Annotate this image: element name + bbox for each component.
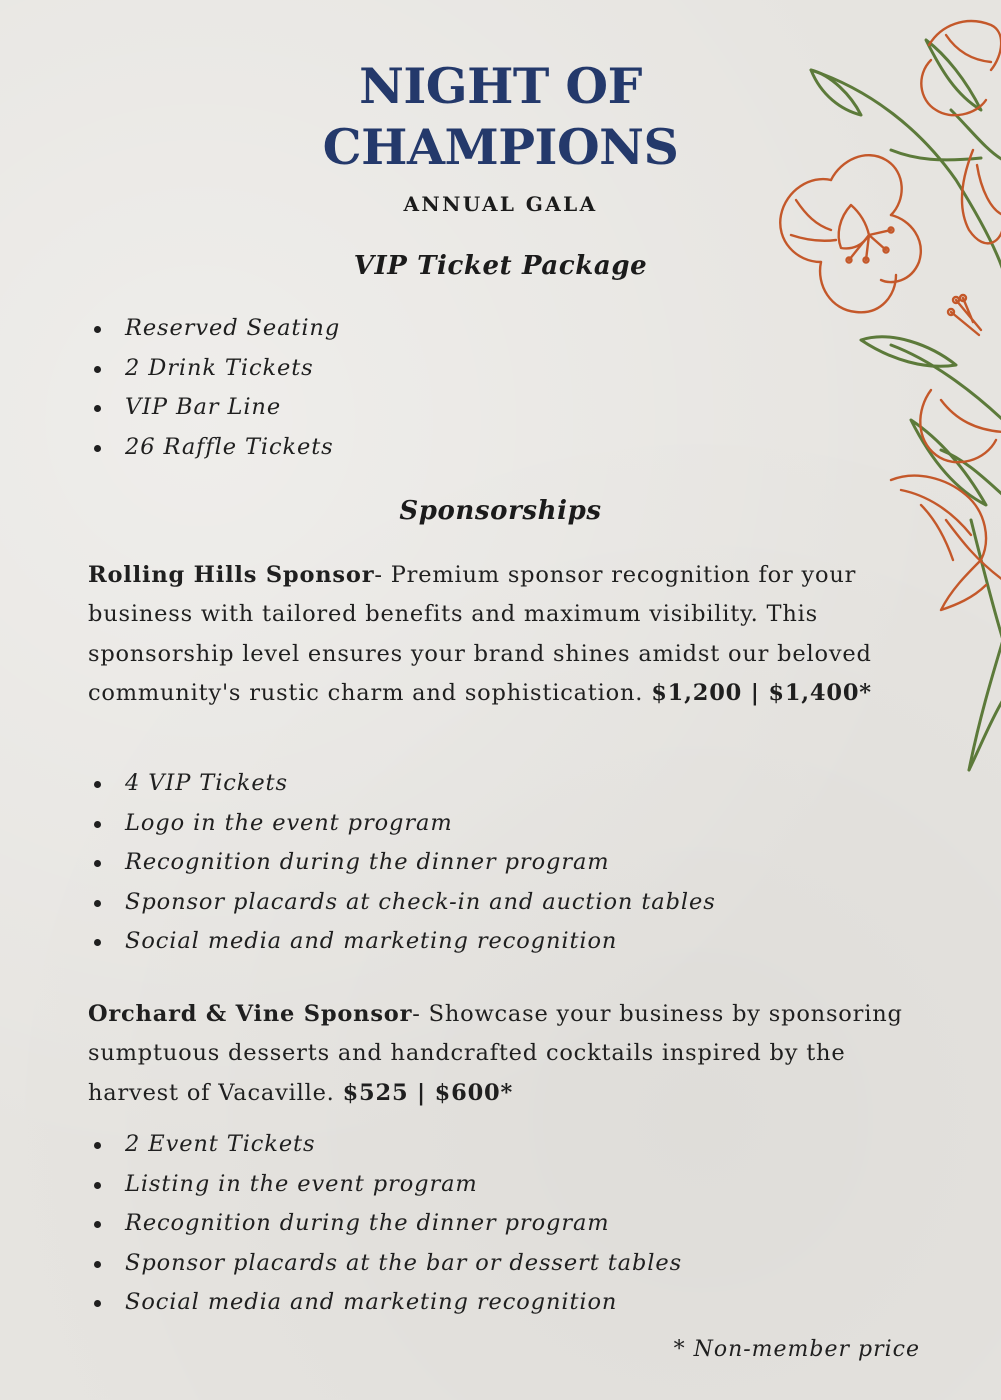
sponsor-tier-name: Rolling Hills Sponsor bbox=[88, 562, 375, 588]
non-member-footnote: * Non-member price bbox=[673, 1337, 920, 1362]
event-subtitle: ANNUAL GALA bbox=[403, 192, 598, 216]
sponsor-price: $1,200 | $1,400* bbox=[651, 680, 872, 707]
vip-package-heading: VIP Ticket Package bbox=[353, 251, 648, 281]
bullet-icon bbox=[94, 1300, 101, 1307]
sponsorships-heading: Sponsorships bbox=[399, 496, 602, 526]
bullet-icon bbox=[94, 860, 101, 867]
bullet-icon bbox=[94, 445, 101, 452]
event-title-line-1: NIGHT OF bbox=[359, 57, 642, 115]
bullet-icon bbox=[94, 366, 101, 373]
orchard-vine-benefits bbox=[88, 1125, 682, 1323]
list-item: Social media and marketing recognition bbox=[88, 1283, 682, 1323]
list-item: 4 VIP Tickets bbox=[88, 764, 716, 804]
list-item: Logo in the event program bbox=[88, 804, 716, 844]
list-item: Recognition during the dinner program bbox=[88, 1204, 682, 1244]
rolling-hills-benefits bbox=[88, 764, 716, 962]
bullet-icon bbox=[94, 326, 101, 333]
list-item: Social media and marketing recognition bbox=[88, 922, 716, 962]
bullet-icon bbox=[94, 1182, 101, 1189]
list-item: Sponsor placards at the bar or dessert tables bbox=[88, 1244, 682, 1284]
bullet-icon bbox=[94, 405, 101, 412]
sponsor-price: $525 | $600* bbox=[342, 1079, 514, 1106]
rolling-hills-description: Rolling Hills Sponsor- Premium sponsor recognition for your business with tailored benefits and maximum visibility. This sponsorship level ensures your brand shines amidst our beloved community's rustic charm and sophistication. $1,200 | $1,400* bbox=[88, 562, 872, 707]
list-item: Recognition during the dinner program bbox=[88, 843, 716, 883]
list-item: 2 Drink Tickets bbox=[88, 349, 340, 389]
bullet-icon bbox=[94, 1261, 101, 1268]
bullet-icon bbox=[94, 781, 101, 788]
bullet-icon bbox=[94, 1221, 101, 1228]
sponsor-tier-name: Orchard & Vine Sponsor bbox=[88, 1001, 413, 1027]
bullet-icon bbox=[94, 939, 101, 946]
list-item: Listing in the event program bbox=[88, 1165, 682, 1205]
list-item: Reserved Seating bbox=[88, 309, 340, 349]
bullet-icon bbox=[94, 821, 101, 828]
list-item: 2 Event Tickets bbox=[88, 1125, 682, 1165]
vip-package-list bbox=[88, 309, 340, 467]
event-title-line-2: CHAMPIONS bbox=[322, 118, 679, 176]
orchard-vine-description: Orchard & Vine Sponsor- Showcase your business by sponsoring sumptuous desserts and handcrafted cocktails inspired by the harvest of Vacaville. $525 | $600* bbox=[88, 1001, 903, 1106]
list-item: VIP Bar Line bbox=[88, 388, 340, 428]
list-item: Sponsor placards at check-in and auction tables bbox=[88, 883, 716, 923]
bullet-icon bbox=[94, 1142, 101, 1149]
bullet-icon bbox=[94, 900, 101, 907]
list-item: 26 Raffle Tickets bbox=[88, 428, 340, 468]
